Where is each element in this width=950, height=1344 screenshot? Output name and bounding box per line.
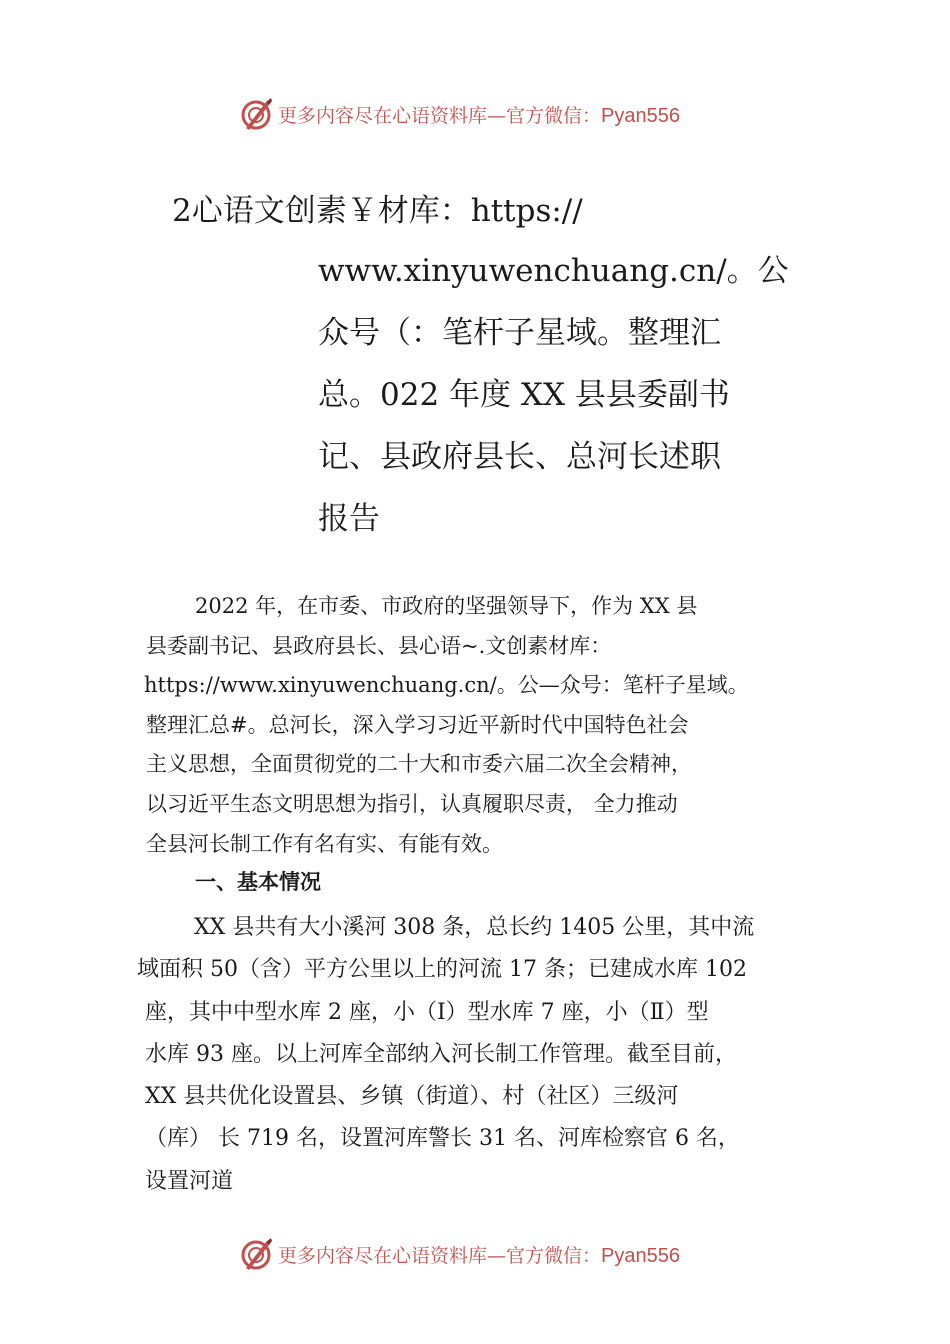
header-banner (238, 94, 680, 134)
banner-text: 更多内容尽在心语资料库—官方微信：Pyan556 (278, 1244, 680, 1267)
title-line: 报告 (318, 501, 380, 537)
document-title (318, 240, 788, 550)
pen-logo-icon (238, 96, 274, 132)
text-line: 县委副书记、县政府县长、县心语~.文创素材库： (146, 633, 612, 658)
pen-logo-icon (238, 1236, 274, 1272)
section-paragraph (137, 907, 754, 1203)
section-heading: 一、基本情况 (195, 870, 321, 894)
title-line: 记、县政府县长、总河长述职 (318, 439, 721, 475)
text-line: 域面积 50（含）平方公里以上的河流 17 条；已建成水库 102 (137, 957, 747, 983)
wechat-id: Pyan556 (601, 1244, 680, 1267)
text-line: 主义思想，全面贯彻党的二十大和市委六届二次全会精神， (146, 752, 692, 777)
title-line: 众号（：笔杆子星域。整理汇 (318, 315, 721, 351)
text-line: https://www.xinyuwenchuang.cn/。公—众号：笔杆子星域。 (144, 673, 749, 698)
text-line: 全县河长制工作有名有实、有能有效。 (146, 831, 503, 856)
text-line: （库） 长 719 名，设置河库警长 31 名、河库检察官 6 名， (145, 1126, 740, 1152)
title-line: 总。022 年度 XX 县县委副书 (318, 377, 730, 413)
wechat-id: Pyan556 (601, 104, 680, 127)
text-line: 2022 年，在市委、市政府的坚强领导下，作为 XX 县 (195, 594, 698, 618)
text-line: 整理汇总#。总河长，深入学习习近平新时代中国特色社会 (146, 712, 689, 737)
text-line: 设置河道 (145, 1168, 234, 1194)
intro-paragraph (146, 587, 749, 864)
banner-text: 更多内容尽在心语资料库—官方微信：Pyan556 (278, 104, 680, 127)
text-line: 座，其中中型水库 2 座，小（Ⅰ）型水库 7 座，小（Ⅱ）型 (145, 999, 709, 1025)
text-line: XX 县共有大小溪河 308 条，总长约 1405 公里，其中流 (194, 915, 755, 940)
text-line: 水库 93 座。以上河库全部纳入河长制工作管理。截至目前， (145, 1041, 737, 1067)
text-line: XX 县共优化设置县、乡镇（街道）、村（社区）三级河 (145, 1084, 679, 1110)
title-line: www.xinyuwenchuang.cn/。公 (318, 253, 789, 289)
text-line: 以习近平生态文明思想为指引，认真履职尽责， 全力推动 (146, 791, 678, 816)
title-line-1: 2心语文创素￥材库：https:// (172, 193, 583, 229)
footer-banner (238, 1234, 680, 1274)
